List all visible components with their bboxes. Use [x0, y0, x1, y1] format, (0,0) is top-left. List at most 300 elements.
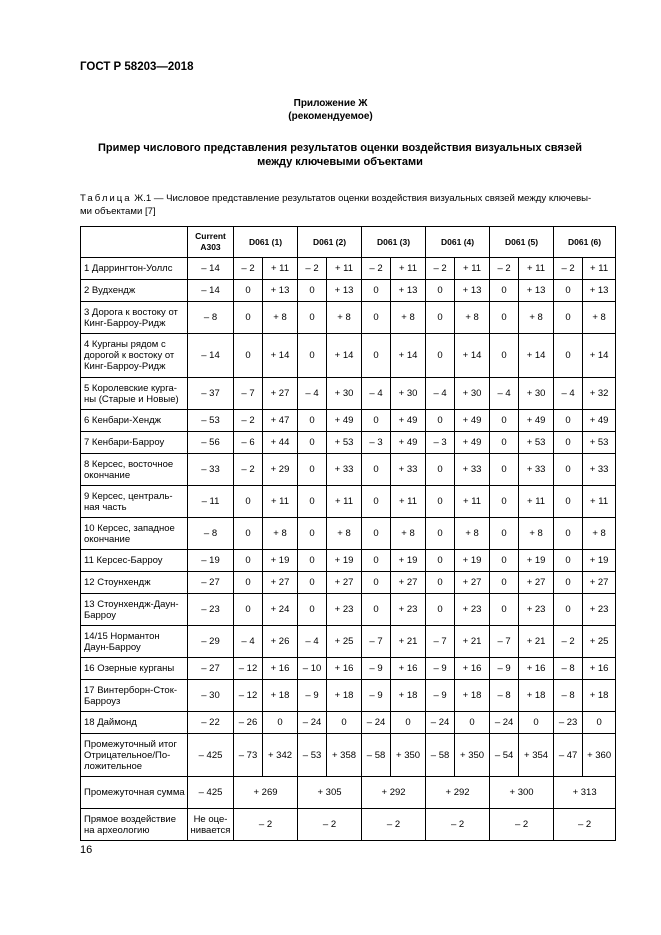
row-label: 16 Озерные курганы [81, 658, 188, 680]
table-cell: + 313 [554, 777, 616, 809]
table-cell: 0 [391, 712, 426, 734]
table-row [81, 550, 616, 572]
table-row [81, 712, 616, 734]
table-cell: – 23 [554, 712, 583, 734]
table-cell: – 2 [362, 809, 426, 841]
header-cell: Current A303 [188, 227, 234, 258]
table-cell: 0 [554, 432, 583, 454]
table-cell: + 8 [391, 518, 426, 550]
header-cell: D061 (2) [298, 227, 362, 258]
table-cell: – 8 [554, 680, 583, 712]
table-cell: – 2 [234, 454, 263, 486]
table-cell: 0 [490, 280, 519, 302]
table-row [81, 378, 616, 410]
table-cell: 0 [490, 432, 519, 454]
table-cell: 0 [298, 550, 327, 572]
table-cell: + 19 [391, 550, 426, 572]
appendix-kind: (рекомендуемое) [288, 111, 373, 122]
table-row [81, 258, 616, 280]
table-cell: – 47 [554, 734, 583, 777]
table-cell: 0 [490, 334, 519, 378]
table-cell: + 11 [391, 486, 426, 518]
table-cell: – 425 [188, 734, 234, 777]
table-cell: 0 [554, 486, 583, 518]
table-cell: 0 [455, 712, 490, 734]
row-label: 8 Керсес, восточное окончание [81, 454, 188, 486]
table-row [81, 594, 616, 626]
row-label: 11 Керсес-Барроу [81, 550, 188, 572]
table-cell: 0 [234, 518, 263, 550]
table-cell: + 292 [426, 777, 490, 809]
table-cell: + 16 [519, 658, 554, 680]
table-cell: – 9 [490, 658, 519, 680]
table-cell: + 8 [327, 518, 362, 550]
table-cell: + 342 [263, 734, 298, 777]
table-cell: – 53 [298, 734, 327, 777]
section-title [70, 141, 610, 169]
table-cell: 0 [554, 594, 583, 626]
subtotal-row [81, 777, 616, 809]
table-cell: + 23 [519, 594, 554, 626]
table-cell: + 11 [327, 258, 362, 280]
table-cell: + 360 [583, 734, 616, 777]
table-cell: 0 [298, 572, 327, 594]
header-cell: D061 (6) [554, 227, 616, 258]
table-cell: 0 [234, 486, 263, 518]
table-cell: – 14 [188, 280, 234, 302]
table-cell: + 26 [263, 626, 298, 658]
table-cell: 0 [298, 518, 327, 550]
table-cell: + 16 [391, 658, 426, 680]
table-cell: – 9 [426, 658, 455, 680]
table-cell: – 4 [298, 378, 327, 410]
table-cell: 0 [426, 518, 455, 550]
table-cell: – 2 [298, 809, 362, 841]
table-cell: – 58 [362, 734, 391, 777]
table-cell: – 24 [426, 712, 455, 734]
table-cell: + 11 [327, 486, 362, 518]
row-label: 2 Вудхендж [81, 280, 188, 302]
table-cell: – 2 [554, 809, 616, 841]
table-cell: – 58 [426, 734, 455, 777]
table-cell: – 26 [234, 712, 263, 734]
table-cell: + 13 [391, 280, 426, 302]
table-cell: 0 [554, 410, 583, 432]
table-cell: – 29 [188, 626, 234, 658]
table-cell: + 21 [391, 626, 426, 658]
table-cell: – 14 [188, 334, 234, 378]
table-cell: + 16 [327, 658, 362, 680]
table-cell: + 27 [455, 572, 490, 594]
table-cell: 0 [490, 454, 519, 486]
table-cell: + 47 [263, 410, 298, 432]
archaeology-row [81, 809, 616, 841]
table-cell: – 24 [298, 712, 327, 734]
table-cell: + 19 [263, 550, 298, 572]
table-cell: + 13 [455, 280, 490, 302]
table-cell: + 53 [519, 432, 554, 454]
table-cell: – 27 [188, 572, 234, 594]
table-cell: – 7 [426, 626, 455, 658]
table-cell: + 19 [455, 550, 490, 572]
table-cell: + 14 [519, 334, 554, 378]
table-cell: – 4 [234, 626, 263, 658]
table-row [81, 454, 616, 486]
table-cell: + 27 [263, 572, 298, 594]
table-cell: 0 [263, 712, 298, 734]
table-cell: + 49 [583, 410, 616, 432]
table-cell: 0 [490, 550, 519, 572]
table-cell: – 11 [188, 486, 234, 518]
table-cell: + 18 [583, 680, 616, 712]
table-cell: 0 [426, 410, 455, 432]
table-cell: – 8 [554, 658, 583, 680]
row-label: Прямое воздействие на археологию [81, 809, 188, 841]
table-cell: – 2 [490, 258, 519, 280]
table-cell: – 7 [490, 626, 519, 658]
table-cell: + 11 [263, 258, 298, 280]
table-cell: – 3 [362, 432, 391, 454]
table-cell: + 25 [583, 626, 616, 658]
table-cell: – 23 [188, 594, 234, 626]
table-cell: + 27 [263, 378, 298, 410]
row-label: 5 Королевские курга-ны (Старые и Новые) [81, 378, 188, 410]
table-cell: – 2 [362, 258, 391, 280]
table-cell: + 14 [263, 334, 298, 378]
table-cell: + 14 [391, 334, 426, 378]
table-cell: 0 [362, 280, 391, 302]
table-cell: + 33 [455, 454, 490, 486]
table-row [81, 432, 616, 454]
table-cell: + 13 [327, 280, 362, 302]
table-cell: – 12 [234, 658, 263, 680]
table-row [81, 734, 616, 777]
table-cell: + 30 [391, 378, 426, 410]
table-cell: 0 [426, 572, 455, 594]
table-cell: – 7 [234, 378, 263, 410]
table-cell: + 19 [583, 550, 616, 572]
table-cell: 0 [362, 302, 391, 334]
table-cell: + 13 [519, 280, 554, 302]
table-cell: – 2 [554, 626, 583, 658]
table-cell: + 29 [263, 454, 298, 486]
table-cell: + 33 [391, 454, 426, 486]
header-cell: D061 (1) [234, 227, 298, 258]
table-cell: – 14 [188, 258, 234, 280]
table-cell: – 27 [188, 658, 234, 680]
table-cell: + 53 [583, 432, 616, 454]
table-cell: 0 [298, 334, 327, 378]
appendix-name: Приложение Ж [293, 98, 368, 109]
table-cell: – 9 [298, 680, 327, 712]
table-cell: – 2 [426, 258, 455, 280]
table-cell: 0 [490, 572, 519, 594]
table-cell: 0 [362, 572, 391, 594]
table-cell: + 11 [455, 258, 490, 280]
table-cell: – 2 [298, 258, 327, 280]
table-cell: 0 [583, 712, 616, 734]
table-cell: 0 [426, 454, 455, 486]
table-cell: + 33 [327, 454, 362, 486]
table-cell: + 18 [391, 680, 426, 712]
table-cell: – 2 [554, 258, 583, 280]
table-cell: + 23 [391, 594, 426, 626]
table-cell: 0 [234, 334, 263, 378]
table-cell: + 18 [455, 680, 490, 712]
table-cell: 0 [234, 594, 263, 626]
table-cell: – 2 [234, 809, 298, 841]
table-row [81, 302, 616, 334]
table-cell: + 14 [327, 334, 362, 378]
table-cell: – 4 [362, 378, 391, 410]
table-cell: + 8 [519, 518, 554, 550]
table-row [81, 410, 616, 432]
table-cell: – 54 [490, 734, 519, 777]
table-cell: 0 [554, 550, 583, 572]
table-cell: + 49 [391, 410, 426, 432]
table-cell: 0 [234, 550, 263, 572]
table-cell: 0 [426, 550, 455, 572]
row-label: 6 Кенбари-Хендж [81, 410, 188, 432]
table-cell: + 27 [391, 572, 426, 594]
table-cell: + 11 [391, 258, 426, 280]
table-cell: 0 [234, 280, 263, 302]
table-cell: 0 [362, 518, 391, 550]
table-cell: + 19 [519, 550, 554, 572]
table-row [81, 486, 616, 518]
table-cell: 0 [519, 712, 554, 734]
table-cell: + 49 [391, 432, 426, 454]
table-cell: + 8 [391, 302, 426, 334]
table-cell: 0 [490, 594, 519, 626]
table-cell: + 14 [455, 334, 490, 378]
table-cell: – 9 [426, 680, 455, 712]
table-cell: – 30 [188, 680, 234, 712]
table-cell: + 354 [519, 734, 554, 777]
table-cell: + 8 [455, 302, 490, 334]
table-cell: 0 [362, 486, 391, 518]
row-label: 9 Керсес, централь-ная часть [81, 486, 188, 518]
table-caption-label: Таблица [80, 193, 132, 204]
table-caption-line2: ми объектами [7] [80, 205, 156, 217]
table-cell: + 32 [583, 378, 616, 410]
row-label: 18 Даймонд [81, 712, 188, 734]
table-cell: + 8 [263, 302, 298, 334]
table-cell: – 3 [426, 432, 455, 454]
table-cell: – 33 [188, 454, 234, 486]
table-cell: 0 [362, 410, 391, 432]
table-cell: + 292 [362, 777, 426, 809]
table-cell: + 269 [234, 777, 298, 809]
row-label: 10 Керсес, западное окончание [81, 518, 188, 550]
table-cell: + 18 [327, 680, 362, 712]
table-cell: 0 [490, 410, 519, 432]
table-cell: 0 [426, 594, 455, 626]
table-cell: 0 [234, 302, 263, 334]
table-row [81, 518, 616, 550]
table-cell: 0 [327, 712, 362, 734]
table-cell: 0 [554, 454, 583, 486]
row-label: 1 Даррингтон-Уоллс [81, 258, 188, 280]
row-label: 14/15 Нормантон Даун-Барроу [81, 626, 188, 658]
appendix-heading [0, 97, 661, 123]
table-cell: 0 [554, 572, 583, 594]
table-cell: – 4 [426, 378, 455, 410]
table-cell: 0 [362, 550, 391, 572]
table-cell: + 49 [455, 432, 490, 454]
table-cell: + 8 [263, 518, 298, 550]
table-cell: 0 [234, 572, 263, 594]
table-cell: – 73 [234, 734, 263, 777]
table-cell: + 8 [519, 302, 554, 334]
impact-table [80, 226, 616, 841]
row-label: 7 Кенбари-Барроу [81, 432, 188, 454]
table-cell: – 10 [298, 658, 327, 680]
table-cell: + 8 [327, 302, 362, 334]
table-cell: – 8 [188, 518, 234, 550]
table-cell: 0 [298, 486, 327, 518]
table-cell: – 4 [490, 378, 519, 410]
table-cell: 0 [298, 280, 327, 302]
table-cell: + 13 [263, 280, 298, 302]
table-cell: – 56 [188, 432, 234, 454]
header-cell: D061 (5) [490, 227, 554, 258]
row-label: Промежуточный итог Отрицательное/По-ложительное [81, 734, 188, 777]
table-cell: + 53 [327, 432, 362, 454]
table-cell: – 22 [188, 712, 234, 734]
section-title-line1: Пример числового представления результатов оценки воздействия визуальных связей [98, 142, 582, 154]
table-cell: 0 [298, 594, 327, 626]
table-cell: + 30 [327, 378, 362, 410]
table-header-row [81, 227, 616, 258]
table-row [81, 658, 616, 680]
table-cell: 0 [362, 454, 391, 486]
table-cell: 0 [362, 334, 391, 378]
table-cell: + 27 [519, 572, 554, 594]
table-cell: 0 [298, 432, 327, 454]
table-cell: 0 [426, 280, 455, 302]
table-cell: – 4 [554, 378, 583, 410]
table-cell: + 11 [583, 486, 616, 518]
table-cell: + 25 [327, 626, 362, 658]
table-cell: + 27 [327, 572, 362, 594]
table-cell: + 300 [490, 777, 554, 809]
table-cell: + 11 [455, 486, 490, 518]
table-cell: + 13 [583, 280, 616, 302]
table-cell: 0 [554, 280, 583, 302]
table-cell: 0 [362, 594, 391, 626]
table-cell: + 19 [327, 550, 362, 572]
table-row [81, 334, 616, 378]
table-cell: + 16 [455, 658, 490, 680]
table-cell: + 11 [519, 258, 554, 280]
table-caption-text: Ж.1 — Числовое представление результатов оценки воздействия визуальных связей между ключевы- [131, 193, 592, 204]
table-cell: – 24 [490, 712, 519, 734]
table-cell: 0 [426, 334, 455, 378]
table-cell: + 305 [298, 777, 362, 809]
table-cell: + 23 [583, 594, 616, 626]
table-cell: – 2 [426, 809, 490, 841]
table-cell: – 4 [298, 626, 327, 658]
table-cell: + 18 [263, 680, 298, 712]
table-cell: 0 [490, 518, 519, 550]
table-row [81, 572, 616, 594]
table-cell: 0 [298, 302, 327, 334]
table-cell: + 49 [519, 410, 554, 432]
page-number: 16 [80, 844, 93, 856]
table-cell: + 21 [455, 626, 490, 658]
table-caption [80, 193, 620, 218]
table-cell: + 33 [583, 454, 616, 486]
header-cell: D061 (4) [426, 227, 490, 258]
table-cell: 0 [426, 486, 455, 518]
document-id: ГОСТ Р 58203—2018 [80, 61, 194, 73]
table-cell: – 6 [234, 432, 263, 454]
table-cell: 0 [490, 302, 519, 334]
table-cell: + 23 [455, 594, 490, 626]
table-cell: + 358 [327, 734, 362, 777]
table-cell: + 11 [583, 258, 616, 280]
table-cell: + 30 [519, 378, 554, 410]
header-cell [81, 227, 188, 258]
table-cell: 0 [426, 302, 455, 334]
row-label: 12 Стоунхендж [81, 572, 188, 594]
table-cell: – 425 [188, 777, 234, 809]
table-cell: + 49 [455, 410, 490, 432]
table-cell: – 12 [234, 680, 263, 712]
section-title-line2: между ключевыми объектами [257, 156, 423, 168]
table-cell: + 44 [263, 432, 298, 454]
row-label: 3 Дорога к востоку от Кинг-Барроу-Ридж [81, 302, 188, 334]
table-cell: Не оце-нивается [188, 809, 234, 841]
table-cell: + 49 [327, 410, 362, 432]
table-cell: + 8 [455, 518, 490, 550]
table-cell: 0 [298, 454, 327, 486]
table-cell: – 8 [490, 680, 519, 712]
table-cell: + 21 [519, 626, 554, 658]
table-cell: – 19 [188, 550, 234, 572]
table-cell: + 350 [391, 734, 426, 777]
table-cell: + 33 [519, 454, 554, 486]
table-cell: – 53 [188, 410, 234, 432]
table-row [81, 280, 616, 302]
table-cell: + 18 [519, 680, 554, 712]
table-cell: – 2 [490, 809, 554, 841]
table-cell: – 9 [362, 680, 391, 712]
table-cell: – 2 [234, 410, 263, 432]
table-cell: + 27 [583, 572, 616, 594]
table-cell: – 37 [188, 378, 234, 410]
table-cell: 0 [554, 334, 583, 378]
table-cell: – 9 [362, 658, 391, 680]
table-cell: + 11 [263, 486, 298, 518]
table-cell: – 8 [188, 302, 234, 334]
table-row [81, 680, 616, 712]
table-cell: – 7 [362, 626, 391, 658]
header-cell: D061 (3) [362, 227, 426, 258]
table-cell: + 14 [583, 334, 616, 378]
table-cell: – 24 [362, 712, 391, 734]
table-cell: + 11 [519, 486, 554, 518]
table-cell: + 30 [455, 378, 490, 410]
row-label: 4 Курганы рядом с дорогой к востоку от Кинг-Барроу-Ридж [81, 334, 188, 378]
table-cell: + 8 [583, 518, 616, 550]
table-cell: 0 [490, 486, 519, 518]
row-label: 17 Винтерборн-Сток-Барроуз [81, 680, 188, 712]
table-cell: 0 [554, 518, 583, 550]
table-cell: 0 [554, 302, 583, 334]
table-cell: + 16 [583, 658, 616, 680]
